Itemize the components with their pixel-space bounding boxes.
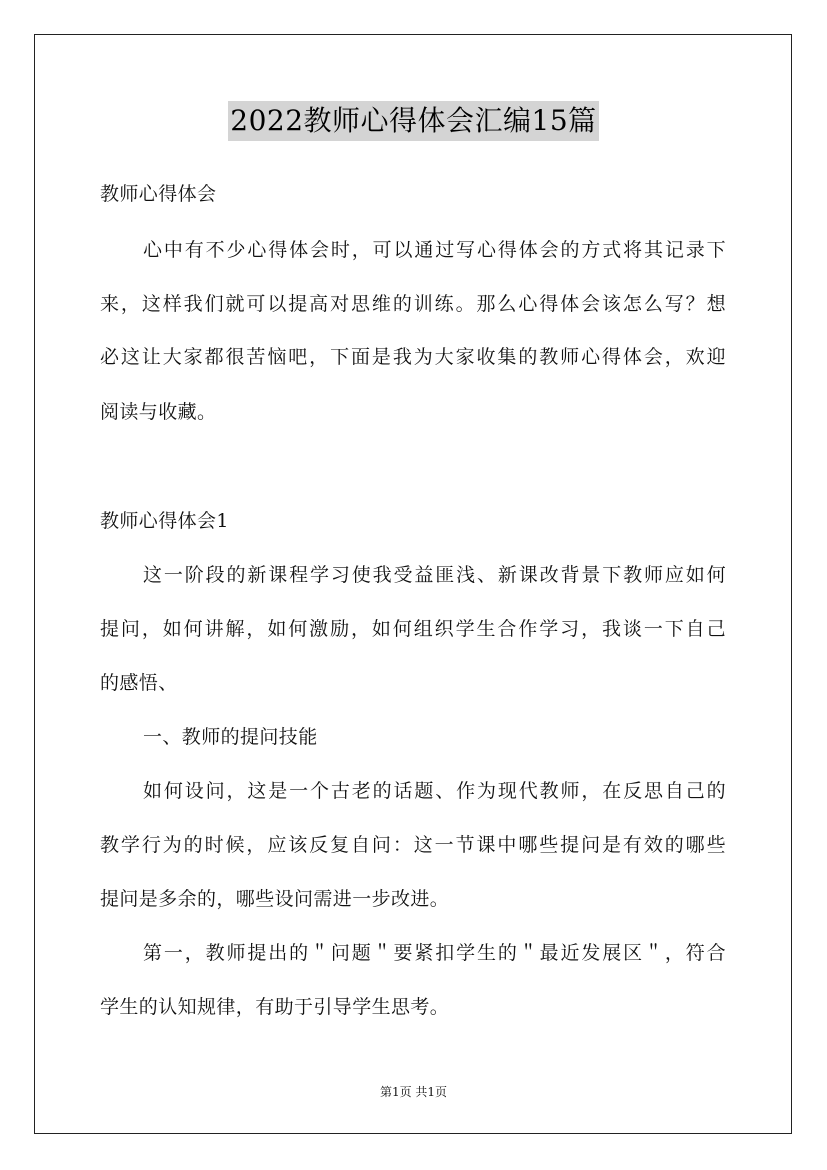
- paragraph-line: 阅读与收藏。: [100, 401, 217, 423]
- document-title: 2022教师心得体会汇编15篇: [228, 101, 598, 141]
- paragraph-line: 的感悟、: [100, 672, 178, 694]
- title-container: [0, 101, 827, 141]
- paragraph-line: 学生的认知规律，有助于引导学生思考。: [100, 996, 450, 1018]
- paragraph-line: 来，这样我们就可以提高对思维的训练。那么心得体会该怎么写？想: [100, 293, 726, 315]
- section-heading: 教师心得体会: [100, 183, 217, 205]
- paragraph-line: 第一，教师提出的＂问题＂要紧扣学生的＂最近发展区＂，符合: [143, 942, 726, 964]
- section-heading: 教师心得体会1: [100, 510, 229, 532]
- paragraph-line: 教学行为的时候，应该反复自问：这一节课中哪些提问是有效的哪些: [100, 834, 726, 856]
- paragraph-line: 提问是多余的，哪些设问需进一步改进。: [100, 888, 450, 910]
- paragraph-line: 心中有不少心得体会时，可以通过写心得体会的方式将其记录下: [143, 239, 726, 261]
- subsection-heading: 一、教师的提问技能: [143, 726, 318, 748]
- page-footer: 第1页 共1页: [379, 1085, 448, 1099]
- paragraph-line: 这一阶段的新课程学习使我受益匪浅、新课改背景下教师应如何: [143, 564, 726, 586]
- paragraph-line: 提问，如何讲解，如何激励，如何组织学生合作学习，我谈一下自己: [100, 618, 726, 640]
- paragraph-line: 如何设问，这是一个古老的话题、作为现代教师，在反思自己的: [143, 780, 726, 802]
- paragraph-line: 必这让大家都很苦恼吧，下面是我为大家收集的教师心得体会，欢迎: [100, 346, 726, 368]
